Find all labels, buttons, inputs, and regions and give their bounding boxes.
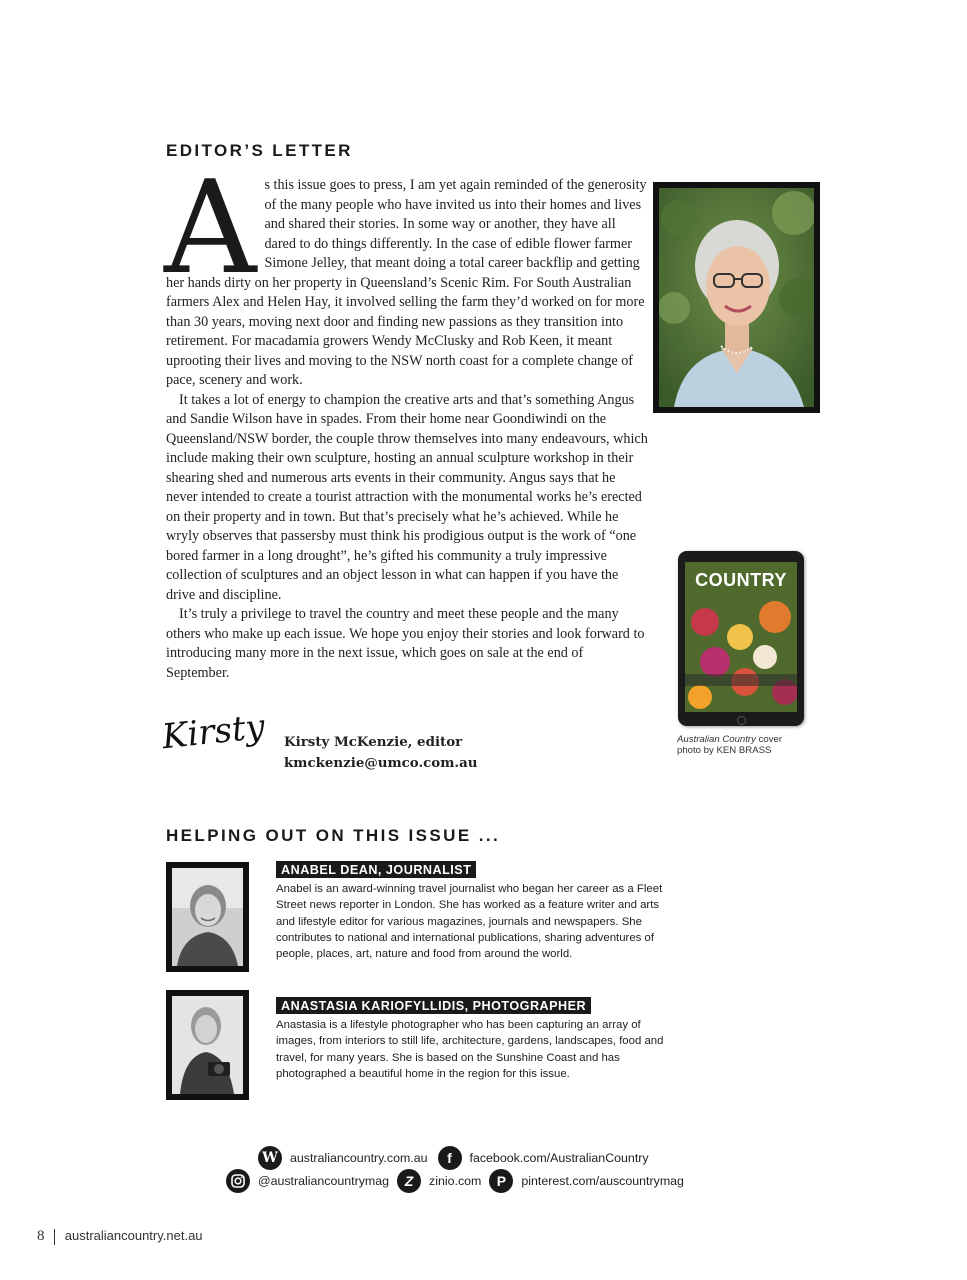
helping-out-heading: HELPING OUT ON THIS ISSUE ... (166, 826, 501, 845)
editor-letter-heading: EDITOR’S LETTER (166, 141, 353, 160)
contributor-photo-anabel (166, 862, 249, 972)
tablet-home-button (737, 716, 746, 725)
pinterest-link[interactable]: pinterest.com/auscountrymag (521, 1174, 684, 1188)
contributor-portrait-image (172, 996, 243, 1094)
website-icon: W (258, 1146, 282, 1170)
letter-paragraph-3: It’s truly a privilege to travel the country and meet these people and the many others who make up each issue. We hope you enjoy their stories and look forward to introducing many more in the next issue, which goes on sale at the end of September. (166, 606, 645, 681)
editor-signoff (284, 732, 477, 774)
instagram-icon (226, 1169, 250, 1193)
instagram-link[interactable]: @australiancountrymag (258, 1174, 390, 1188)
editor-letter-body (164, 154, 648, 683)
editor-portrait-image (659, 188, 814, 407)
magazine-cover-screen (685, 562, 797, 712)
footer-site: australiancountry.net.au (64, 1228, 203, 1243)
contributor-anastasia (276, 997, 681, 1082)
contributor-bio: Anastasia is a lifestyle photographer who has been capturing an array of images, from interiors to still life, architecture, gardens, landscapes, food and travel, for many years. She is based on the Sunshine Coast and has photographed a beautiful home in the region for this issue. (276, 1019, 664, 1080)
contributor-portrait-image (172, 868, 243, 966)
contributor-anabel (276, 861, 681, 962)
editor-portrait-photo (653, 182, 820, 413)
social-row-2 (226, 1169, 684, 1193)
facebook-icon: f (438, 1146, 462, 1170)
zinio-icon: Z (397, 1169, 421, 1193)
editor-name: Kirsty McKenzie, editor (284, 734, 463, 750)
website-link[interactable]: australiancountry.com.au (290, 1151, 428, 1165)
contributor-bio: Anabel is an award-winning travel journalist who began her career as a Fleet Street news reporter in London. She has worked as a feature writer and arts and lifestyle editor for various magazines, journals and newspapers. She contributes to national and international publications, sharing adventures of people, places, art, nature and food from around the world. (276, 883, 663, 961)
cover-caption (677, 734, 827, 756)
magazine-cover-tablet (678, 551, 804, 726)
page-footer (37, 1228, 203, 1245)
letter-paragraph-1: s this issue goes to press, I am yet again reminded of the generosity of the many people who have invited us into their homes and lives and shared their stories. In some way or another, they have all dared to do things differently. In the case of edible flower farmer Simone Jelley, that meant doing a total career backflip and getting her hands dirty on her property in Queensland’s Scenic Rim. For South Australian farmers Alex and Helen Hay, it involved selling the farm they’d worked on for more than 30 years, moving next door and finding new passions as they transition into retirement. For macadamia growers Wendy McClusky and Rob Keen, it meant uprooting their lives and moving to the NSW north coast for a complete change of pace, scenery and work. (166, 177, 647, 388)
editor-email[interactable]: kmckenzie@umco.com.au (284, 755, 478, 771)
footer-divider (54, 1229, 55, 1245)
drop-cap: A (164, 154, 257, 303)
contributor-label: ANASTASIA KARIOFYLLIDIS, PHOTOGRAPHER (276, 997, 591, 1014)
zinio-link[interactable]: zinio.com (429, 1174, 482, 1188)
cover-caption-credit: photo by KEN BRASS (677, 745, 772, 756)
editor-signature: Kirsty (160, 706, 267, 758)
contributor-label: ANABEL DEAN, JOURNALIST (276, 861, 476, 878)
pinterest-icon: P (489, 1169, 513, 1193)
cover-masthead: COUNTRY (695, 570, 787, 590)
social-row-1 (258, 1146, 649, 1170)
cover-caption-title: Australian Country (677, 734, 756, 745)
page-number: 8 (37, 1228, 45, 1244)
cover-caption-suffix: cover (755, 734, 783, 745)
facebook-link[interactable]: facebook.com/AustralianCountry (469, 1151, 649, 1165)
letter-paragraph-2: It takes a lot of energy to champion the creative arts and that’s something Angus and Sandie Wilson have in spades. From their home near Goondiwindi on the Queensland/NSW border, the couple throw themselves into many endeavours, which include making their own sculpture, hosting an annual sculpture workshop in their shearing shed and numerous arts events in their community. Angus says that he never intended to create a tourist attraction with the monumental works he’s erected on their property and in town. But that’s precisely what he’s achieved. While he wryly observes that passersby must think his prodigious output is the work of “one bored farmer in a long drought”, he’s gifted his community a truly impressive collection of sculptures and an object lesson in what can happen if you have the drive and discipline. (166, 391, 648, 603)
contributor-photo-anastasia (166, 990, 249, 1100)
